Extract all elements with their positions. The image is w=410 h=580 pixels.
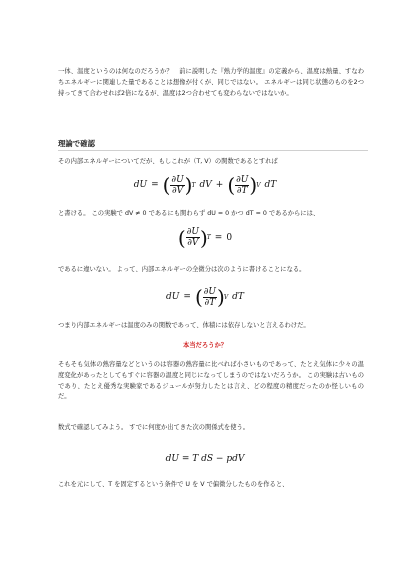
paragraph-internal-energy: その内部エネルギーについてだが、もしこれが（T, V）の関数であるとすれば: [58, 158, 278, 165]
paragraph-conclusion: つまり内部エネルギーは温度のみの関数であって、体積には依存しないと言えるわけだ。: [58, 322, 310, 329]
eq2-subscript: T: [206, 234, 211, 241]
eq2-numerator: ∂U: [186, 227, 199, 237]
equation-thermodynamic-identity: dU = T dS − pdV: [165, 454, 245, 464]
section-heading: 理論で確認: [58, 139, 95, 148]
eq2-denominator: ∂V: [187, 238, 199, 248]
eq1-dv: dV: [199, 180, 212, 190]
eq1-plus: +: [215, 180, 224, 190]
heading-underline: [58, 150, 368, 151]
eq1-lhs: dU: [133, 180, 148, 190]
paragraph-doubt: そもそも気体の熱容量などというのは容器の熱容量に比べれば小さいものであって、たとえ気体に少々の温度変化があったとしてもすぐに容器の温度と同じになってしまうのではないだろうか。 この実験は古いものであり、たとえ優秀な実験家であるジュールが努力したとは言え、どの程度の精度だったのか怪しいものだ。: [58, 361, 364, 401]
eq2-rhs: 0: [226, 232, 233, 243]
equation-du-temperature: dU = ( $\frac{\partial U}{\partial T}$ ) V dT: [166, 285, 244, 309]
eq1-subscript-1: T: [191, 181, 196, 189]
eq3-denominator: ∂T: [204, 297, 216, 308]
eq1-dt: dT: [264, 180, 277, 190]
eq1-subscript-2: V: [256, 181, 261, 189]
eq1-equals: =: [151, 180, 159, 190]
eq1-numerator-1: ∂U: [171, 174, 184, 185]
equation-total-differential: dU = ( $\frac{\partial U}{\partial V}$ ) T dV + ( $\frac{\partial U}{\partial T}$ ) V dT: [133, 173, 277, 197]
eq3-numerator: ∂U: [203, 286, 217, 297]
paragraph-partial-derivative: これを元にして、T を固定するという条件で U を V で偏微分したものを作ると、: [58, 481, 289, 488]
eq3-subscript: V: [223, 293, 229, 301]
eq3-dt: dT: [232, 292, 244, 302]
paragraph-temperature-question: 一体、温度というのは何なのだろうか？ 前に説明した『熱力学的温度』の定義から、温度は熱量、すなわちエネルギーに関連した量であることは想像が付くが、同じではない。 エネルギーは同じ状態のものを2つ持ってきて合わせれば2倍になるが、温度は2つ合わせても変わらないではないか。: [58, 68, 364, 97]
eq2-equals: =: [214, 232, 223, 243]
eq1-denominator-1: ∂V: [171, 185, 184, 196]
question-heading: 本当だろうか？: [182, 342, 228, 349]
equation-partial-zero: ( $\frac{\partial U}{\partial V}$ ) T = 0: [177, 225, 233, 250]
eq1-numerator-2: ∂U: [236, 174, 249, 185]
paragraph-experiment: と書ける。 この実験で dV ≠ 0 であるにも関わらず dU = 0 かつ dT = 0 であるからには、: [58, 210, 320, 217]
paragraph-verify: 数式で確認してみよう。 すでに何度か出てきた次の関係式を使う。: [58, 424, 250, 431]
eq3-lhs: dU: [166, 292, 180, 302]
eq1-denominator-2: ∂T: [236, 185, 248, 196]
eq3-equals: =: [183, 292, 191, 302]
paragraph-consequence: であるに違いない。 よって、内部エネルギーの全微分は次のように書けることになる。: [58, 266, 306, 273]
